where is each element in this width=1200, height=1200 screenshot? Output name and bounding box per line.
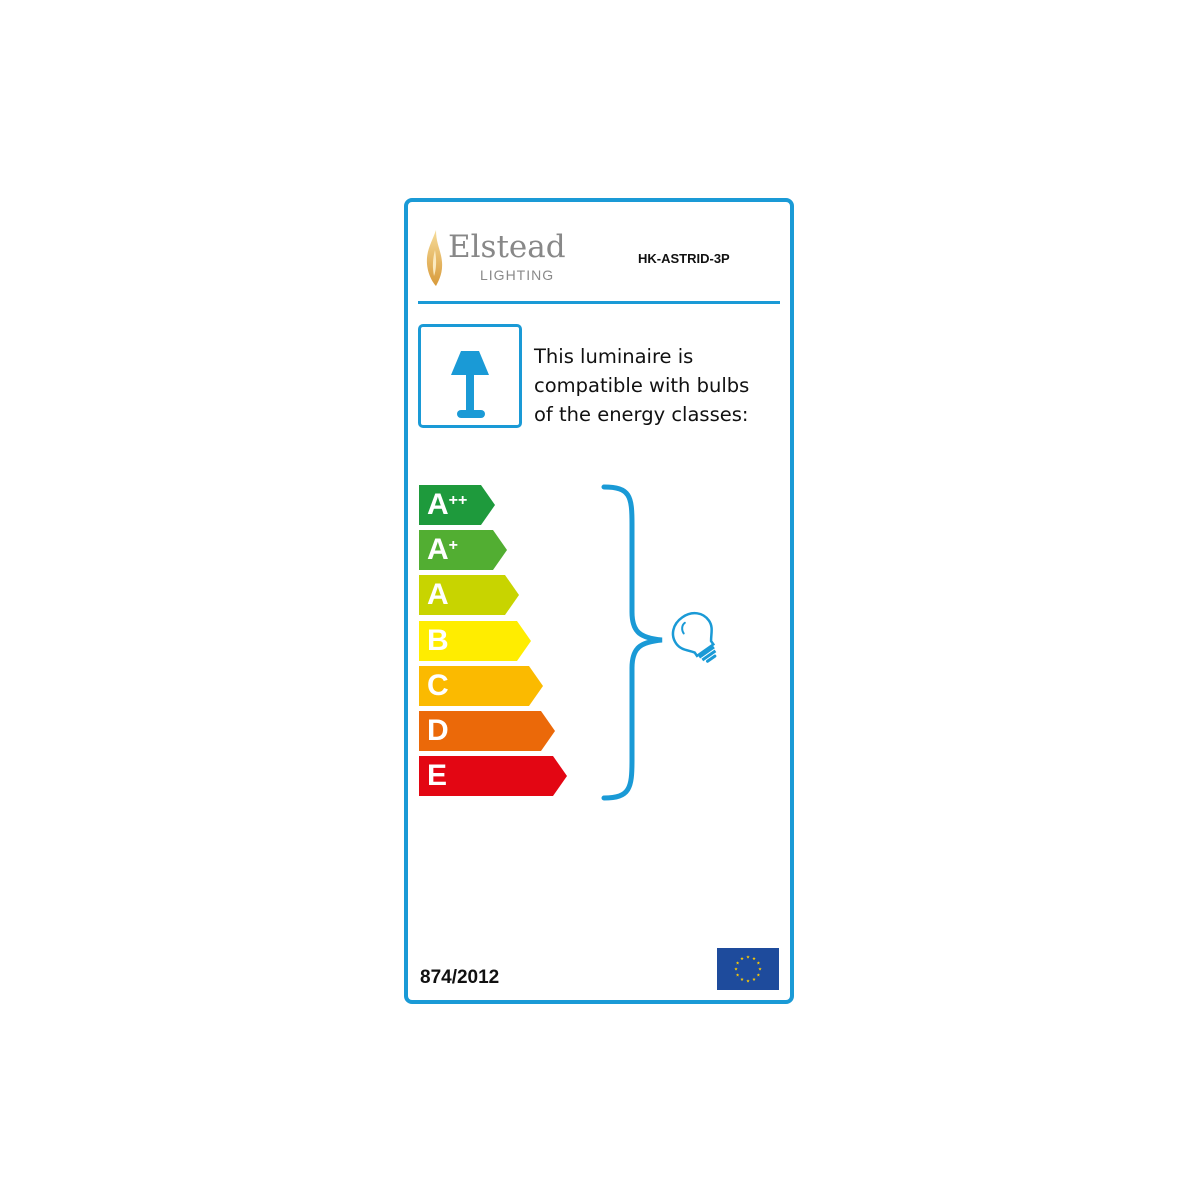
- header-divider: [418, 301, 780, 304]
- energy-class-letter: [427, 624, 449, 658]
- compatibility-line: This luminaire is: [534, 345, 694, 368]
- table-lamp-icon: [421, 327, 519, 425]
- energy-class-letter-main: B: [427, 623, 449, 657]
- regulation-number: 874/2012: [420, 967, 500, 988]
- compatibility-line: compatible with bulbs: [534, 374, 750, 397]
- brand-logo: [422, 228, 602, 288]
- compatibility-line: of the energy classes:: [534, 403, 749, 426]
- energy-class-letter: [427, 533, 458, 567]
- compatibility-statement: [534, 342, 784, 429]
- energy-class-letter-main: C: [427, 668, 449, 702]
- energy-class-letter-main: D: [427, 714, 449, 747]
- energy-class-letter-main: A: [427, 578, 449, 612]
- light-bulb-icon: [666, 607, 736, 667]
- energy-class-superscript: ++: [448, 492, 468, 509]
- energy-class-letter: [427, 578, 449, 612]
- energy-label-card: [404, 198, 794, 1004]
- energy-class-letter-main: A: [427, 488, 449, 521]
- energy-class-letter-main: A: [427, 533, 449, 567]
- energy-class-letter: [427, 669, 449, 703]
- brand-name: Elstead: [448, 229, 566, 265]
- candle-flame-icon: [422, 228, 448, 288]
- energy-class-letter-main: E: [427, 759, 448, 793]
- energy-class-letter: [427, 488, 467, 522]
- energy-class-scale: [419, 485, 589, 805]
- eu-flag-icon: [717, 948, 779, 990]
- energy-class-superscript: +: [448, 537, 459, 555]
- energy-class-letter: [427, 759, 447, 793]
- model-number: HK-ASTRID-3P: [638, 251, 730, 266]
- energy-class-letter: [427, 714, 449, 748]
- brand-subtitle: LIGHTING: [480, 267, 555, 283]
- lamp-icon-frame: [418, 324, 522, 428]
